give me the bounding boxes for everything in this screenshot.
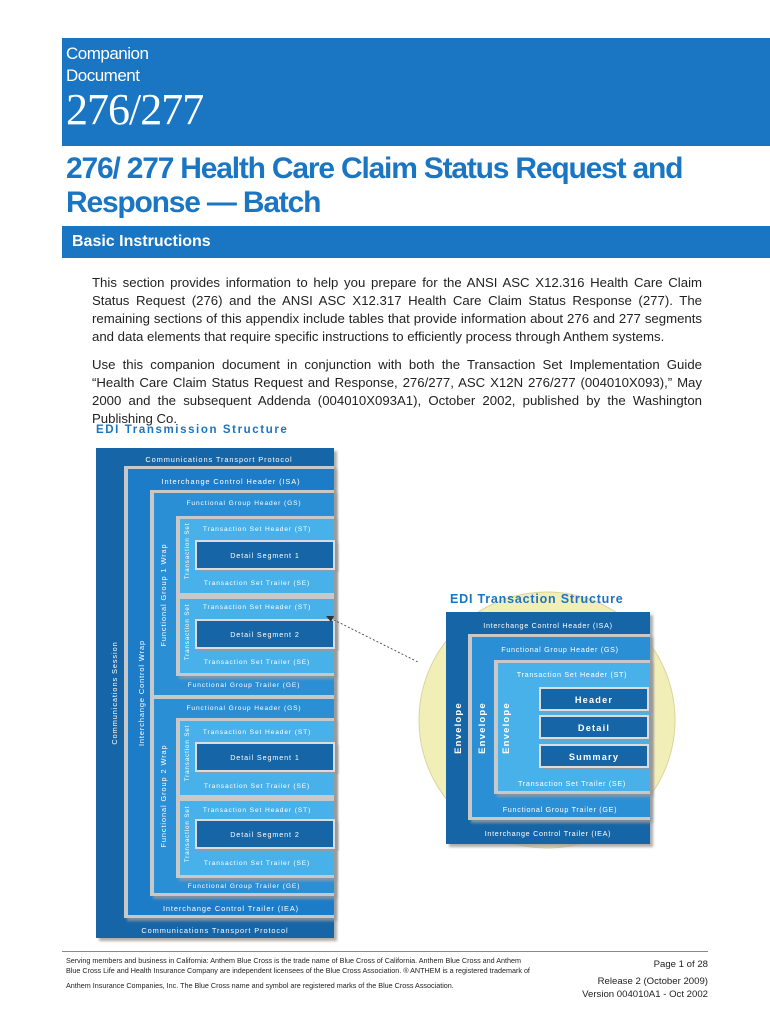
- footer-legal-line3: Anthem Insurance Companies, Inc. The Blue Cross name and symbol are registered marks of the Blue Cross Association.: [66, 981, 454, 990]
- page-title-line2: Response — Batch: [66, 186, 321, 219]
- detail-segment-2-label: Detail Segment 2: [230, 630, 300, 639]
- tx-envelope-inner-label: Envelope: [501, 702, 512, 754]
- ts3-label: Transaction Set: [184, 724, 191, 782]
- tx-header-label: Header: [574, 695, 614, 705]
- tx-iea-trailer-label: Interchange Control Trailer (IEA): [484, 829, 612, 838]
- tx-se-trailer-label: Transaction Set Trailer (SE): [517, 779, 627, 788]
- isa-header-label: Interchange Control Header (ISA): [161, 477, 301, 486]
- document-number: 276/277: [66, 85, 204, 134]
- tx-detail-label: Detail: [577, 723, 611, 733]
- ts3-header-label: Transaction Set Header (ST): [202, 729, 312, 736]
- interchange-wrap-label: Interchange Control Wrap: [137, 639, 146, 747]
- tx-ge-trailer-label: Functional Group Trailer (GE): [502, 805, 618, 814]
- ts1-label: Transaction Set: [184, 522, 191, 580]
- comm-protocol-header: Communications Transport Protocol: [145, 455, 293, 464]
- fg1-trailer-label: Functional Group Trailer (GE): [187, 682, 301, 689]
- detail-segment-1b-label: Detail Segment 1: [230, 753, 300, 762]
- footer-legal-line1: Serving members and business in California: Anthem Blue Cross is the trade name of Blue Cross of California. Anthem Blue Cross and Anthem: [66, 956, 522, 965]
- ts1-trailer-label: Transaction Set Trailer (SE): [203, 580, 311, 587]
- ts1-header-label: Transaction Set Header (ST): [202, 526, 312, 533]
- ts4-header-label: Transaction Set Header (ST): [202, 807, 312, 814]
- comm-protocol-trailer: Communications Transport Protocol: [141, 926, 289, 935]
- ts3-trailer-label: Transaction Set Trailer (SE): [203, 783, 311, 790]
- detail-segment-2b-label: Detail Segment 2: [230, 830, 300, 839]
- tx-gs-header-label: Functional Group Header (GS): [501, 645, 619, 654]
- fg1-wrap-label: Functional Group 1 Wrap: [159, 543, 168, 647]
- ts2-trailer-label: Transaction Set Trailer (SE): [203, 659, 311, 666]
- ts4-trailer-label: Transaction Set Trailer (SE): [203, 860, 311, 867]
- intro-paragraph: This section provides information to help you prepare for the ANSI ASC X12.316 Health Care Claim Status Request (276) and the ANSI ASC X12.317 Health Care Claim Status Response (277). The remaining sections of this appendix include tables that provide information about 276 and 277 segments and data elements that require specific instructions to efficiently process through Anthem systems.: [92, 275, 702, 344]
- tx-st-header-label: Transaction Set Header (ST): [516, 670, 628, 679]
- fg2-wrap-label: Functional Group 2 Wrap: [159, 744, 168, 848]
- transmission-title: EDI Transmission Structure: [96, 424, 289, 436]
- tx-envelope-middle-label: Envelope: [477, 702, 488, 754]
- tx-envelope-outer-label: Envelope: [453, 702, 464, 754]
- companion-label-line1: Companion: [66, 44, 149, 63]
- section-title: Basic Instructions: [72, 233, 211, 250]
- fg2-trailer-label: Functional Group Trailer (GE): [187, 883, 301, 890]
- iea-trailer-label: Interchange Control Trailer (IEA): [162, 904, 300, 913]
- ts2-label: Transaction Set: [184, 603, 191, 661]
- companion-label-line2: Document: [66, 66, 140, 85]
- footer-legal-line2: Blue Cross Life and Health Insurance Company are independent licensees of the Blue Cross Association. ® ANTHEM is a registered trademark of: [66, 966, 530, 975]
- ts4-label: Transaction Set: [184, 805, 191, 863]
- fg1-header-label: Functional Group Header (GS): [186, 500, 302, 507]
- zoom-leader-line: [330, 618, 418, 662]
- release-label: Release 2 (October 2009): [597, 976, 708, 987]
- usage-paragraph: Use this companion document in conjunction with both the Transaction Set Implementation Guide “Health Care Claim Status Request and Response, 276/277, ASC X12N 276/277 (004010X093),” May 2000 and the subsequent Addenda (004010X093A1), October 2002, published by the Washington Publishing Co.: [92, 357, 702, 426]
- footer-rule: [62, 951, 708, 952]
- page-number: Page 1 of 28: [653, 959, 708, 970]
- footer-legal-text: [66, 956, 566, 991]
- tx-summary-label: Summary: [568, 752, 620, 762]
- comm-session-label: Communications Session: [110, 641, 119, 745]
- tx-isa-header-label: Interchange Control Header (ISA): [483, 621, 613, 630]
- detail-segment-1-label: Detail Segment 1: [230, 551, 300, 560]
- footer-page-info: [560, 958, 708, 1001]
- fg2-header-label: Functional Group Header (GS): [186, 705, 302, 712]
- version-label: Version 004010A1 - Oct 2002: [582, 989, 708, 1000]
- ts2-header-label: Transaction Set Header (ST): [202, 604, 312, 611]
- page-title-line1: 276/ 277 Health Care Claim Status Request and: [66, 152, 683, 185]
- transaction-title: EDI Transaction Structure: [450, 592, 624, 606]
